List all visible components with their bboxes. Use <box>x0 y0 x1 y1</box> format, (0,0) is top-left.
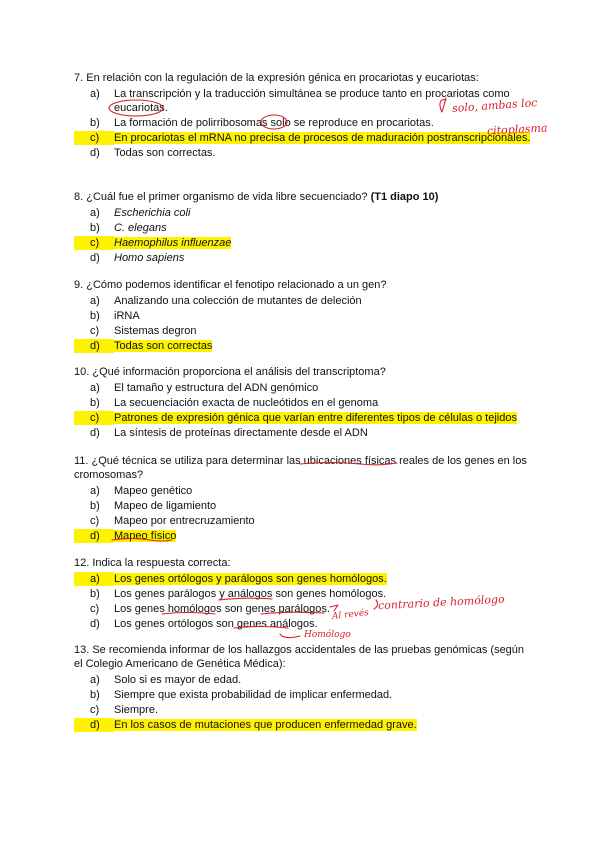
option-letter: b) <box>90 310 100 322</box>
option-letter: b) <box>90 222 100 234</box>
option-letter: c) <box>90 704 100 716</box>
question-8-option-c <box>74 236 534 250</box>
option-text: Los genes homólogos son genes parálogos. <box>114 603 330 615</box>
question-9-option-a <box>74 294 534 308</box>
option-text: Todas son correctas. <box>114 147 216 159</box>
option-text: La transcripción y la traducción simultánea se produce tanto en procariotas como eucariotas. <box>114 88 510 114</box>
question-13-text: 13. Se recomienda informar de los hallazgos accidentales de las pruebas genómicas (según el Colegio Americano de Genética Médica): <box>74 644 525 670</box>
option-letter: a) <box>90 295 100 307</box>
question-13-option-d <box>74 718 534 732</box>
question-11-text: 11. ¿Qué técnica se utiliza para determinar las ubicaciones físicas reales de los genes en los cromosomas? <box>74 455 527 481</box>
option-text-highlighted: Los genes ortólogos y parálogos son genes homólogos. <box>114 573 387 585</box>
option-letter: d) <box>90 147 100 159</box>
option-text: Solo si es mayor de edad. <box>114 674 242 686</box>
question-8 <box>74 190 534 266</box>
question-11-option-a <box>74 484 534 498</box>
option-letter: a) <box>90 88 100 100</box>
option-text: Siempre. <box>114 704 159 716</box>
option-letter: c) <box>90 603 100 615</box>
question-10-text: 10. ¿Qué información proporciona el análisis del transcriptoma? <box>74 366 386 378</box>
question-12-option-a <box>74 572 534 586</box>
option-text: iRNA <box>114 310 140 322</box>
option-text: Mapeo por entrecruzamiento <box>114 515 255 527</box>
option-letter: d) <box>74 339 114 353</box>
question-8-text <box>74 190 534 204</box>
question-8-option-d <box>74 251 534 265</box>
option-letter: a) <box>90 207 100 219</box>
option-text: Los genes ortólogos son genes análogos. <box>114 618 318 630</box>
option-letter: a) <box>90 674 100 686</box>
option-text: La secuenciación exacta de nucleótidos en el genoma <box>114 397 379 409</box>
question-8-main: 8. ¿Cuál fue el primer organismo de vida libre secuenciado? <box>74 191 368 203</box>
option-text: Mapeo de ligamiento <box>114 500 217 512</box>
option-text: Analizando una colección de mutantes de deleción <box>114 295 362 307</box>
question-7 <box>74 71 534 161</box>
option-letter: d) <box>74 529 114 543</box>
option-text: Escherichia coli <box>114 207 191 219</box>
question-11-option-c <box>74 514 534 528</box>
question-9 <box>74 278 534 354</box>
option-letter: c) <box>74 131 114 145</box>
option-text: Homo sapiens <box>114 252 185 264</box>
question-10-option-a <box>74 381 534 395</box>
question-11-option-b <box>74 499 534 513</box>
option-letter: d) <box>74 718 114 732</box>
option-text: Siempre que exista probabilidad de implicar enfermedad. <box>114 689 393 701</box>
option-letter: b) <box>90 689 100 701</box>
option-text-highlighted: Mapeo físico <box>114 530 177 542</box>
question-13-option-c <box>74 703 534 717</box>
handwritten-note-q12-al-reves: Al revés <box>331 608 370 622</box>
option-text: Sistemas degron <box>114 325 197 337</box>
question-13-option-a <box>74 673 534 687</box>
option-text: Mapeo genético <box>114 485 193 497</box>
question-9-option-d <box>74 339 534 353</box>
option-letter: c) <box>74 411 114 425</box>
question-7-option-b <box>74 116 534 130</box>
question-10-option-b <box>74 396 534 410</box>
question-9-option-b <box>74 309 534 323</box>
question-8-reference: (T1 diapo 10) <box>370 191 439 203</box>
question-13-option-b <box>74 688 534 702</box>
option-text: La formación de polirribosomas solo se reproduce en procariotas. <box>114 117 434 129</box>
option-text: Los genes parálogos y análogos son genes homólogos. <box>114 588 387 600</box>
option-letter: c) <box>74 236 114 250</box>
question-7-text: 7. En relación con la regulación de la expresión génica en procariotas y eucariotas: <box>74 72 479 84</box>
question-13 <box>74 643 534 733</box>
option-letter: c) <box>90 515 100 527</box>
option-text-highlighted: Patrones de expresión génica que varían entre diferentes tipos de células o tejidos <box>114 412 517 424</box>
question-7-option-d <box>74 146 534 160</box>
handwritten-note-q7-line1: solo, ambas loc <box>451 96 538 115</box>
option-letter: d) <box>90 618 100 630</box>
option-text-highlighted: Todas son correctas <box>114 340 213 352</box>
question-8-option-b <box>74 221 534 235</box>
question-12-text: 12. Indica la respuesta correcta: <box>74 557 231 569</box>
question-7-option-c <box>74 131 534 145</box>
option-text-highlighted: En procariotas el mRNA no precisa de procesos de maduración postranscripcionales. <box>114 132 531 144</box>
question-8-option-a <box>74 206 534 220</box>
option-letter: a) <box>90 382 100 394</box>
question-10 <box>74 365 534 441</box>
option-text: El tamaño y estructura del ADN genómico <box>114 382 319 394</box>
question-11-option-d <box>74 529 534 543</box>
option-letter: d) <box>90 252 100 264</box>
question-12-option-d <box>74 617 534 631</box>
question-10-option-c <box>74 411 534 425</box>
option-letter: a) <box>74 572 114 586</box>
option-letter: d) <box>90 427 100 439</box>
question-9-option-c <box>74 324 534 338</box>
option-letter: c) <box>90 325 100 337</box>
handwritten-note-q12-homologo: Homólogo <box>304 630 351 640</box>
arrow-d-mark <box>280 634 300 638</box>
option-letter: b) <box>90 397 100 409</box>
option-letter: b) <box>90 588 100 600</box>
question-10-option-d <box>74 426 534 440</box>
option-text: La síntesis de proteínas directamente desde el ADN <box>114 427 368 439</box>
question-11 <box>74 454 534 544</box>
handwritten-note-q7-line2: citoplasma <box>486 121 548 138</box>
option-text: C. elegans <box>114 222 167 234</box>
question-9-text: 9. ¿Cómo podemos identificar el fenotipo relacionado a un gen? <box>74 279 387 291</box>
option-text-highlighted: Haemophilus influenzae <box>114 237 232 249</box>
handwritten-note-q12-contrario: contrario de homólogo <box>377 592 505 613</box>
option-letter: b) <box>90 117 100 129</box>
option-text-highlighted: En los casos de mutaciones que producen enfermedad grave. <box>114 719 417 731</box>
option-letter: b) <box>90 500 100 512</box>
option-letter: a) <box>90 485 100 497</box>
